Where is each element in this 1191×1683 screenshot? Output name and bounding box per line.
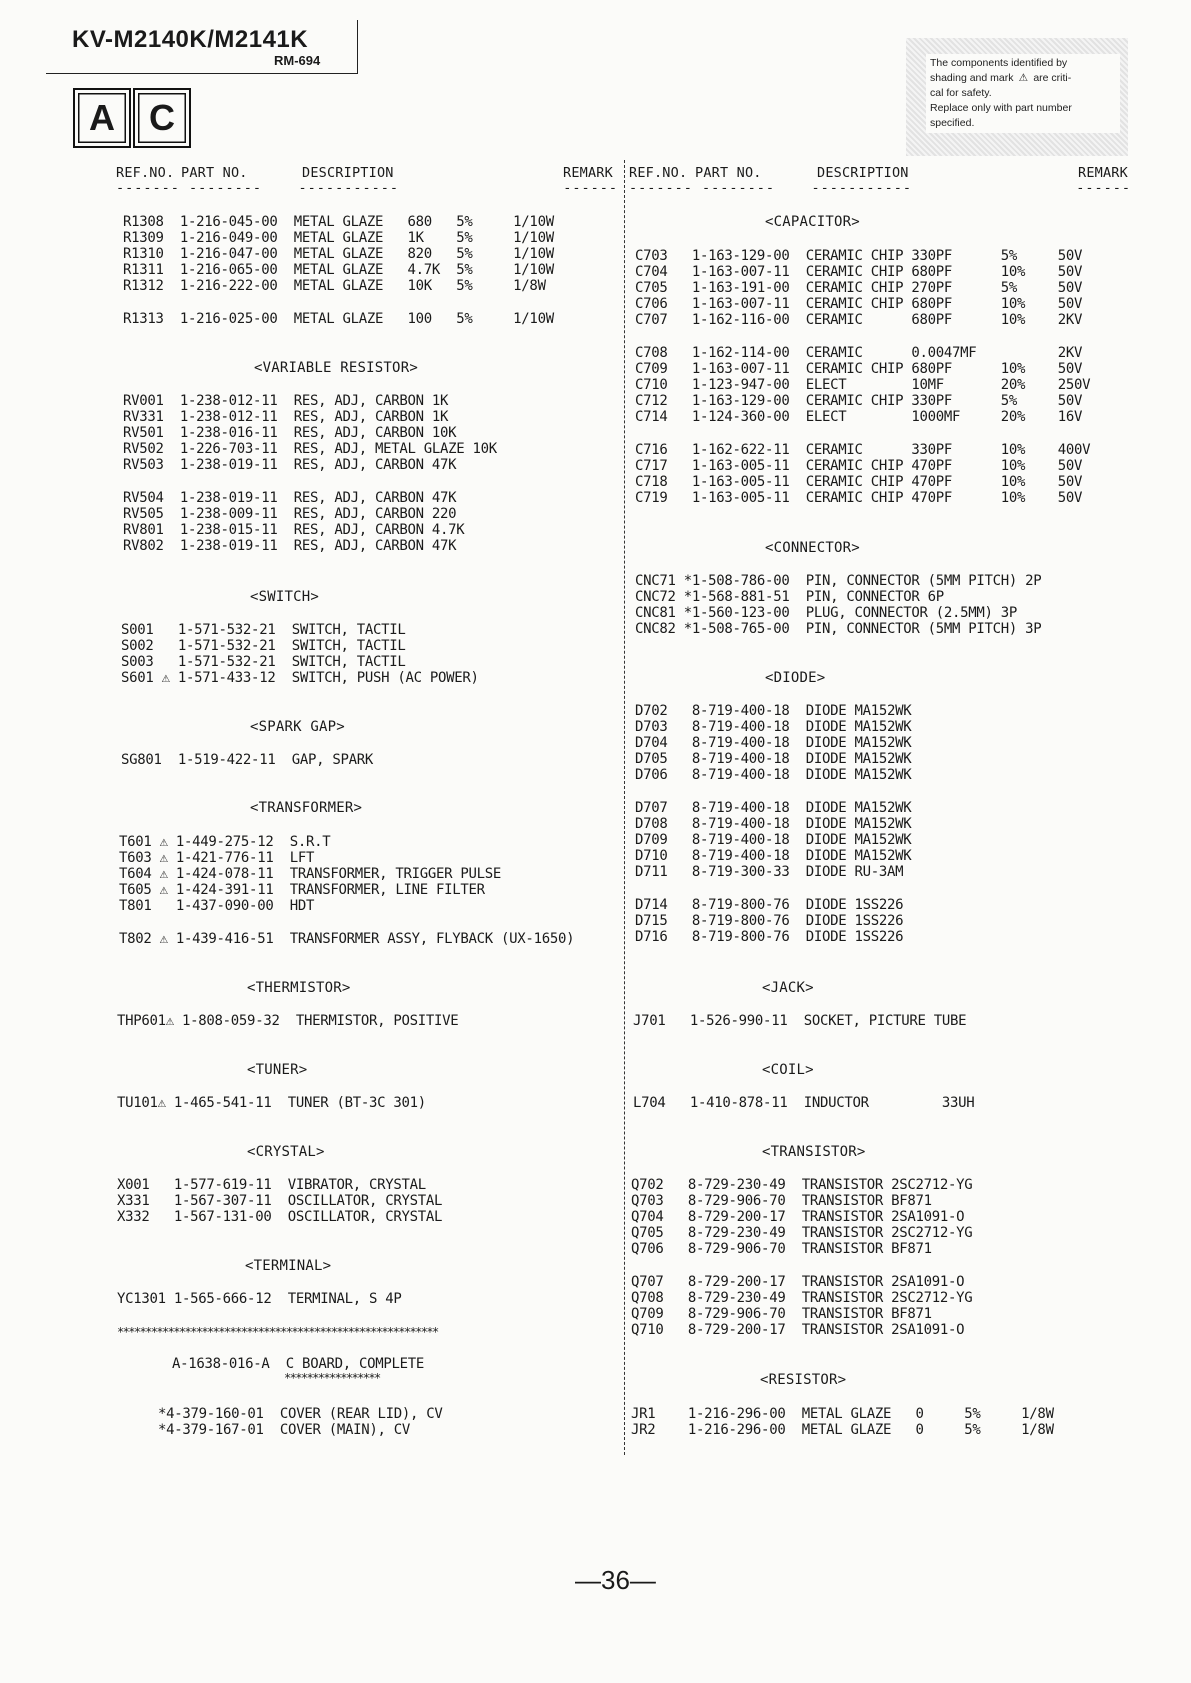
section-heading-coil: <COIL> bbox=[762, 1062, 814, 1078]
part-row: YC1301 1-565-666-12 TERMINAL, S 4P bbox=[117, 1291, 402, 1307]
part-row: C717 1-163-005-11 CERAMIC CHIP 470PF 10% 50V bbox=[635, 458, 1083, 474]
remote-model: RM-694 bbox=[274, 53, 321, 68]
part-row: *4-379-167-01 COVER (MAIN), CV bbox=[158, 1422, 410, 1438]
part-row: S001 1-571-532-21 SWITCH, TACTIL bbox=[121, 622, 406, 638]
section-heading-terminal: <TERMINAL> bbox=[245, 1258, 332, 1274]
part-row: C708 1-162-114-00 CERAMIC 0.0047MF 2KV bbox=[635, 345, 1083, 361]
left-col-desc-header: DESCRIPTION bbox=[302, 165, 394, 181]
section-heading-transistor: <TRANSISTOR> bbox=[762, 1144, 866, 1160]
part-row: RV331 1-238-012-11 RES, ADJ, CARBON 1K bbox=[123, 409, 449, 425]
part-row: Q703 8-729-906-70 TRANSISTOR BF871 bbox=[631, 1193, 932, 1209]
warning-triangle-icon: ⚠ bbox=[1018, 72, 1029, 84]
separator-asterisks: ********************************************************* bbox=[117, 1325, 438, 1339]
part-row: D711 8-719-300-33 DIODE RU-3AM bbox=[635, 864, 904, 880]
safety-note-line2: shading and mark bbox=[930, 72, 1014, 84]
part-row: C707 1-162-116-00 CERAMIC 680PF 10% 2KV bbox=[635, 312, 1083, 328]
page-number: —36— bbox=[575, 1565, 656, 1595]
part-row: T604 ⚠ 1-424-078-11 TRANSFORMER, TRIGGER PULSE bbox=[119, 866, 502, 882]
part-row: Q708 8-729-230-49 TRANSISTOR 2SC2712-YG bbox=[631, 1290, 973, 1306]
part-row: C714 1-124-360-00 ELECT 1000MF 20% 16V bbox=[635, 409, 1083, 425]
part-row: RV502 1-226-703-11 RES, ADJ, METAL GLAZE 10K bbox=[123, 441, 497, 457]
section-heading-connector: <CONNECTOR> bbox=[765, 540, 860, 556]
part-row: CNC72 *1-568-881-51 PIN, CONNECTOR 6P bbox=[635, 589, 944, 605]
part-row: C712 1-163-129-00 CERAMIC CHIP 330PF 5% 50V bbox=[635, 393, 1083, 409]
part-row: C719 1-163-005-11 CERAMIC CHIP 470PF 10% 50V bbox=[635, 490, 1083, 506]
part-row: D708 8-719-400-18 DIODE MA152WK bbox=[635, 816, 912, 832]
part-row: RV504 1-238-019-11 RES, ADJ, CARBON 47K bbox=[123, 490, 457, 506]
part-row: JR1 1-216-296-00 METAL GLAZE 0 5% 1/8W bbox=[631, 1406, 1054, 1422]
separator-asterisks: ***************** bbox=[284, 1371, 380, 1385]
part-row: R1312 1-216-222-00 METAL GLAZE 10K 5% 1/8W bbox=[123, 278, 546, 294]
safety-note bbox=[906, 38, 1128, 156]
part-row: X332 1-567-131-00 OSCILLATOR, CRYSTAL bbox=[117, 1209, 443, 1225]
section-heading-diode: <DIODE> bbox=[765, 670, 826, 686]
section-heading-transformer: <TRANSFORMER> bbox=[250, 800, 363, 816]
board-complete-row: A-1638-016-A C BOARD, COMPLETE bbox=[172, 1356, 424, 1372]
right-col-remark-header: REMARK bbox=[1078, 165, 1128, 181]
part-row: T605 ⚠ 1-424-391-11 TRANSFORMER, LINE FILTER bbox=[119, 882, 485, 898]
header-underline: ------- -------- ----------- ------ bbox=[629, 180, 1132, 196]
part-row: T601 ⚠ 1-449-275-12 S.R.T bbox=[119, 834, 331, 850]
right-col-ref-header: REF.NO. bbox=[629, 165, 688, 181]
board-label-a: A bbox=[73, 88, 131, 148]
part-row: C709 1-163-007-11 CERAMIC CHIP 680PF 10% 50V bbox=[635, 361, 1083, 377]
part-row: J701 1-526-990-11 SOCKET, PICTURE TUBE bbox=[633, 1013, 967, 1029]
safety-note-line5: specified. bbox=[930, 117, 975, 129]
part-row: R1311 1-216-065-00 METAL GLAZE 4.7K 5% 1/10W bbox=[123, 262, 554, 278]
part-row: Q706 8-729-906-70 TRANSISTOR BF871 bbox=[631, 1241, 932, 1257]
part-row: D705 8-719-400-18 DIODE MA152WK bbox=[635, 751, 912, 767]
part-row: T802 ⚠ 1-439-416-51 TRANSFORMER ASSY, FLYBACK (UX-1650) bbox=[119, 931, 575, 947]
header-vertical-rule bbox=[357, 20, 358, 74]
right-col-desc-header: DESCRIPTION bbox=[817, 165, 909, 181]
part-row: C710 1-123-947-00 ELECT 10MF 20% 250V bbox=[635, 377, 1091, 393]
section-heading-tuner: <TUNER> bbox=[247, 1062, 308, 1078]
part-row: S003 1-571-532-21 SWITCH, TACTIL bbox=[121, 654, 406, 670]
part-row: S002 1-571-532-21 SWITCH, TACTIL bbox=[121, 638, 406, 654]
part-row: D706 8-719-400-18 DIODE MA152WK bbox=[635, 767, 912, 783]
part-row: D710 8-719-400-18 DIODE MA152WK bbox=[635, 848, 912, 864]
section-heading-crystal: <CRYSTAL> bbox=[247, 1144, 325, 1160]
part-row: D704 8-719-400-18 DIODE MA152WK bbox=[635, 735, 912, 751]
board-label-c: C bbox=[133, 88, 191, 148]
part-row: R1308 1-216-045-00 METAL GLAZE 680 5% 1/10W bbox=[123, 214, 554, 230]
part-row: RV501 1-238-016-11 RES, ADJ, CARBON 10K bbox=[123, 425, 457, 441]
part-row: JR2 1-216-296-00 METAL GLAZE 0 5% 1/8W bbox=[631, 1422, 1054, 1438]
part-row: C716 1-162-622-11 CERAMIC 330PF 10% 400V bbox=[635, 442, 1091, 458]
part-row: RV503 1-238-019-11 RES, ADJ, CARBON 47K bbox=[123, 457, 457, 473]
part-row: R1313 1-216-025-00 METAL GLAZE 100 5% 1/10W bbox=[123, 311, 554, 327]
part-row: SG801 1-519-422-11 GAP, SPARK bbox=[121, 752, 373, 768]
part-row: RV001 1-238-012-11 RES, ADJ, CARBON 1K bbox=[123, 393, 449, 409]
part-row: THP601⚠ 1-808-059-32 THERMISTOR, POSITIVE bbox=[117, 1013, 459, 1029]
part-row: D709 8-719-400-18 DIODE MA152WK bbox=[635, 832, 912, 848]
part-row: C704 1-163-007-11 CERAMIC CHIP 680PF 10% 50V bbox=[635, 264, 1083, 280]
part-row: D703 8-719-400-18 DIODE MA152WK bbox=[635, 719, 912, 735]
section-heading-jack: <JACK> bbox=[762, 980, 814, 996]
part-row: *4-379-160-01 COVER (REAR LID), CV bbox=[158, 1406, 443, 1422]
part-row: D702 8-719-400-18 DIODE MA152WK bbox=[635, 703, 912, 719]
section-heading-variable-resistor: <VARIABLE RESISTOR> bbox=[254, 360, 418, 376]
part-row: Q709 8-729-906-70 TRANSISTOR BF871 bbox=[631, 1306, 932, 1322]
part-row: TU101⚠ 1-465-541-11 TUNER (BT-3C 301) bbox=[117, 1095, 426, 1111]
part-row: C705 1-163-191-00 CERAMIC CHIP 270PF 5% 50V bbox=[635, 280, 1083, 296]
safety-note-line4: Replace only with part number bbox=[930, 102, 1072, 114]
model-title: KV-M2140K/M2141K bbox=[72, 26, 309, 53]
part-row: C703 1-163-129-00 CERAMIC CHIP 330PF 5% 50V bbox=[635, 248, 1083, 264]
part-row: Q705 8-729-230-49 TRANSISTOR 2SC2712-YG bbox=[631, 1225, 973, 1241]
section-heading-thermistor: <THERMISTOR> bbox=[247, 980, 351, 996]
section-heading-resistor: <RESISTOR> bbox=[760, 1372, 847, 1388]
left-col-ref-header: REF.NO. bbox=[116, 165, 175, 181]
part-row: D707 8-719-400-18 DIODE MA152WK bbox=[635, 800, 912, 816]
part-row: R1309 1-216-049-00 METAL GLAZE 1K 5% 1/10W bbox=[123, 230, 554, 246]
part-row: C718 1-163-005-11 CERAMIC CHIP 470PF 10% 50V bbox=[635, 474, 1083, 490]
right-col-part-header: PART NO. bbox=[695, 165, 762, 181]
left-col-part-header: PART NO. bbox=[181, 165, 248, 181]
section-heading-capacitor: <CAPACITOR> bbox=[765, 214, 860, 230]
column-divider bbox=[624, 160, 625, 1455]
part-row: R1310 1-216-047-00 METAL GLAZE 820 5% 1/10W bbox=[123, 246, 554, 262]
left-col-remark-header: REMARK bbox=[563, 165, 613, 181]
part-row: CNC81 *1-560-123-00 PLUG, CONNECTOR (2.5MM) 3P bbox=[635, 605, 1018, 621]
safety-note-line2-end: are criti- bbox=[1033, 72, 1072, 84]
part-row: RV801 1-238-015-11 RES, ADJ, CARBON 4.7K bbox=[123, 522, 465, 538]
part-row: T603 ⚠ 1-421-776-11 LFT bbox=[119, 850, 315, 866]
part-row: L704 1-410-878-11 INDUCTOR 33UH bbox=[633, 1095, 975, 1111]
part-row: Q704 8-729-200-17 TRANSISTOR 2SA1091-O bbox=[631, 1209, 965, 1225]
part-row: S601 ⚠ 1-571-433-12 SWITCH, PUSH (AC POWER) bbox=[121, 670, 479, 686]
part-row: T801 1-437-090-00 HDT bbox=[119, 898, 315, 914]
section-heading-spark-gap: <SPARK GAP> bbox=[250, 719, 345, 735]
part-row: Q707 8-729-200-17 TRANSISTOR 2SA1091-O bbox=[631, 1274, 965, 1290]
part-row: RV802 1-238-019-11 RES, ADJ, CARBON 47K bbox=[123, 538, 457, 554]
part-row: RV505 1-238-009-11 RES, ADJ, CARBON 220 bbox=[123, 506, 457, 522]
header-underline: ------- -------- ----------- ------ bbox=[116, 180, 619, 196]
part-row: X331 1-567-307-11 OSCILLATOR, CRYSTAL bbox=[117, 1193, 443, 1209]
part-row: X001 1-577-619-11 VIBRATOR, CRYSTAL bbox=[117, 1177, 426, 1193]
header-rule bbox=[46, 73, 358, 74]
part-row: Q702 8-729-230-49 TRANSISTOR 2SC2712-YG bbox=[631, 1177, 973, 1193]
part-row: C706 1-163-007-11 CERAMIC CHIP 680PF 10% 50V bbox=[635, 296, 1083, 312]
section-heading-switch: <SWITCH> bbox=[250, 589, 320, 605]
part-row: Q710 8-729-200-17 TRANSISTOR 2SA1091-O bbox=[631, 1322, 965, 1338]
part-row: CNC82 *1-508-765-00 PIN, CONNECTOR (5MM PITCH) 3P bbox=[635, 621, 1042, 637]
safety-note-line1: The components identified by bbox=[930, 57, 1068, 69]
part-row: D716 8-719-800-76 DIODE 1SS226 bbox=[635, 929, 904, 945]
part-row: CNC71 *1-508-786-00 PIN, CONNECTOR (5MM PITCH) 2P bbox=[635, 573, 1042, 589]
part-row: D714 8-719-800-76 DIODE 1SS226 bbox=[635, 897, 904, 913]
part-row: D715 8-719-800-76 DIODE 1SS226 bbox=[635, 913, 904, 929]
safety-note-line3: cal for safety. bbox=[930, 87, 992, 99]
